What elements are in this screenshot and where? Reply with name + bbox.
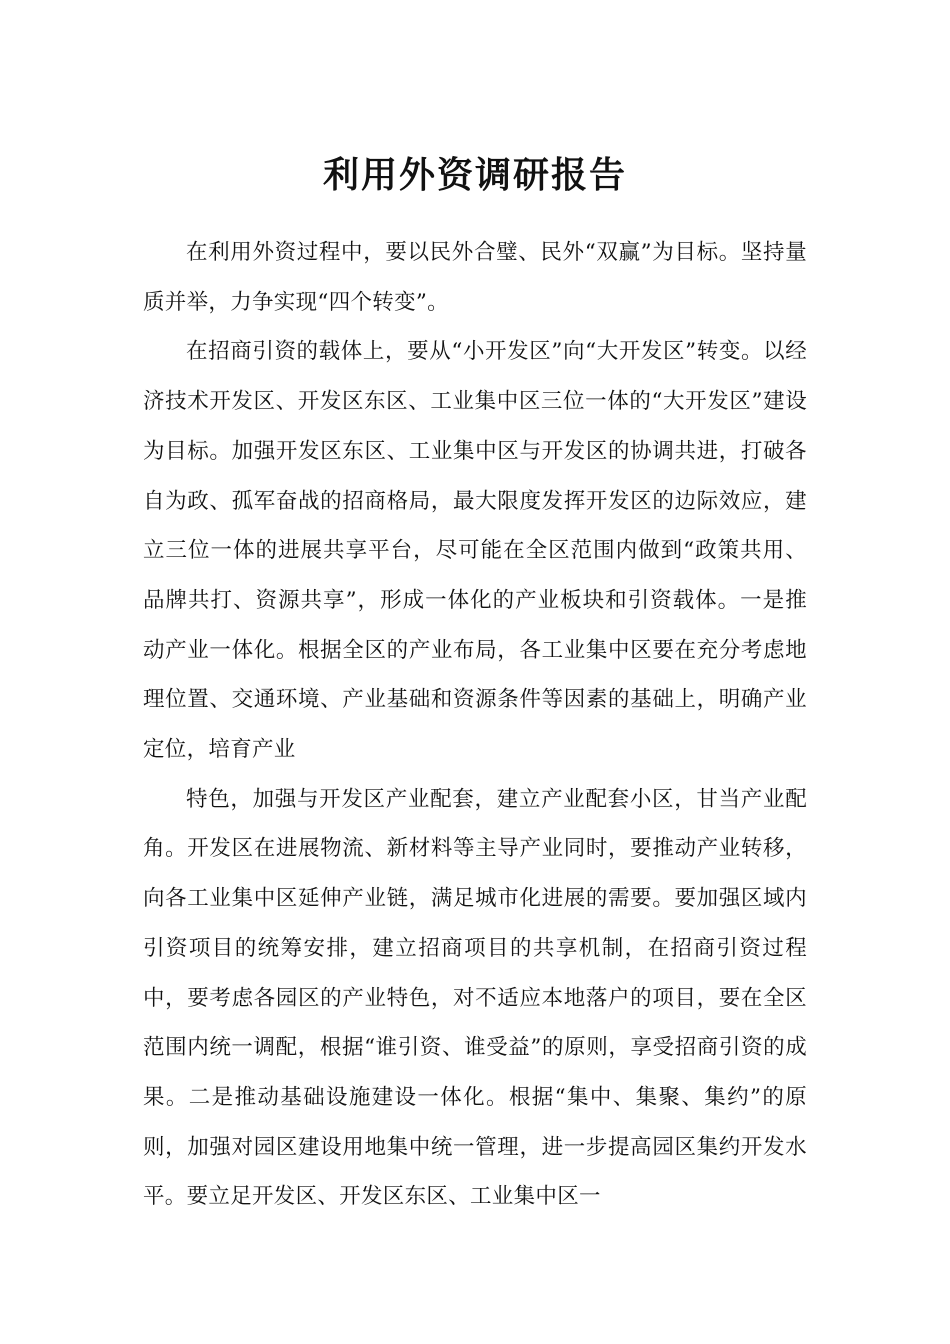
paragraph-2: 在招商引资的载体上，要从“小开发区”向“大开发区”转变。以经济技术开发区、开发区东区、工业集中区三位一体的“大开发区”建设为目标。加强开发区东区、工业集中区与开发区的协调共进，打破各自为政、孤军奋战的招商格局，最大限度发挥开发区的边际效应，建立三位一体的进展共享平台，尽可能在全区范围内做到“政策共用、品牌共打、资源共享”，形成一体化的产业板块和引资载体。一是推动产业一体化。根据全区的产业布局，各工业集中区要在充分考虑地理位置、交通环境、产业基础和资源条件等因素的基础上，明确产业定位，培育产业 xyxy=(143,339,807,763)
document-title: 利用外资调研报告 xyxy=(322,155,627,197)
paragraph-3: 特色，加强与开发区产业配套，建立产业配套小区，甘当产业配角。开发区在进展物流、新材料等主导产业同时，要推动产业转移，向各工业集中区延伸产业链，满足城市化进展的需要。要加强区域内引资项目的统筹安排，建立招商项目的共享机制，在招商引资过程中，要考虑各园区的产业特色，对不适应本地落户的项目，要在全区范围内统一调配，根据“谁引资、谁受益”的原则，享受招商引资的成果。二是推动基础设施建设一体化。根据“集中、集聚、集约”的原则，加强对园区建设用地集中统一管理，进一步提高园区集约开发水平。要立足开发区、开发区东区、工业集中区一 xyxy=(143,786,807,1210)
document-body xyxy=(143,228,807,1222)
paragraph-1: 在利用外资过程中，要以民外合璧、民外“双赢”为目标。坚持量质并举，力争实现“四个转变”。 xyxy=(143,240,807,315)
